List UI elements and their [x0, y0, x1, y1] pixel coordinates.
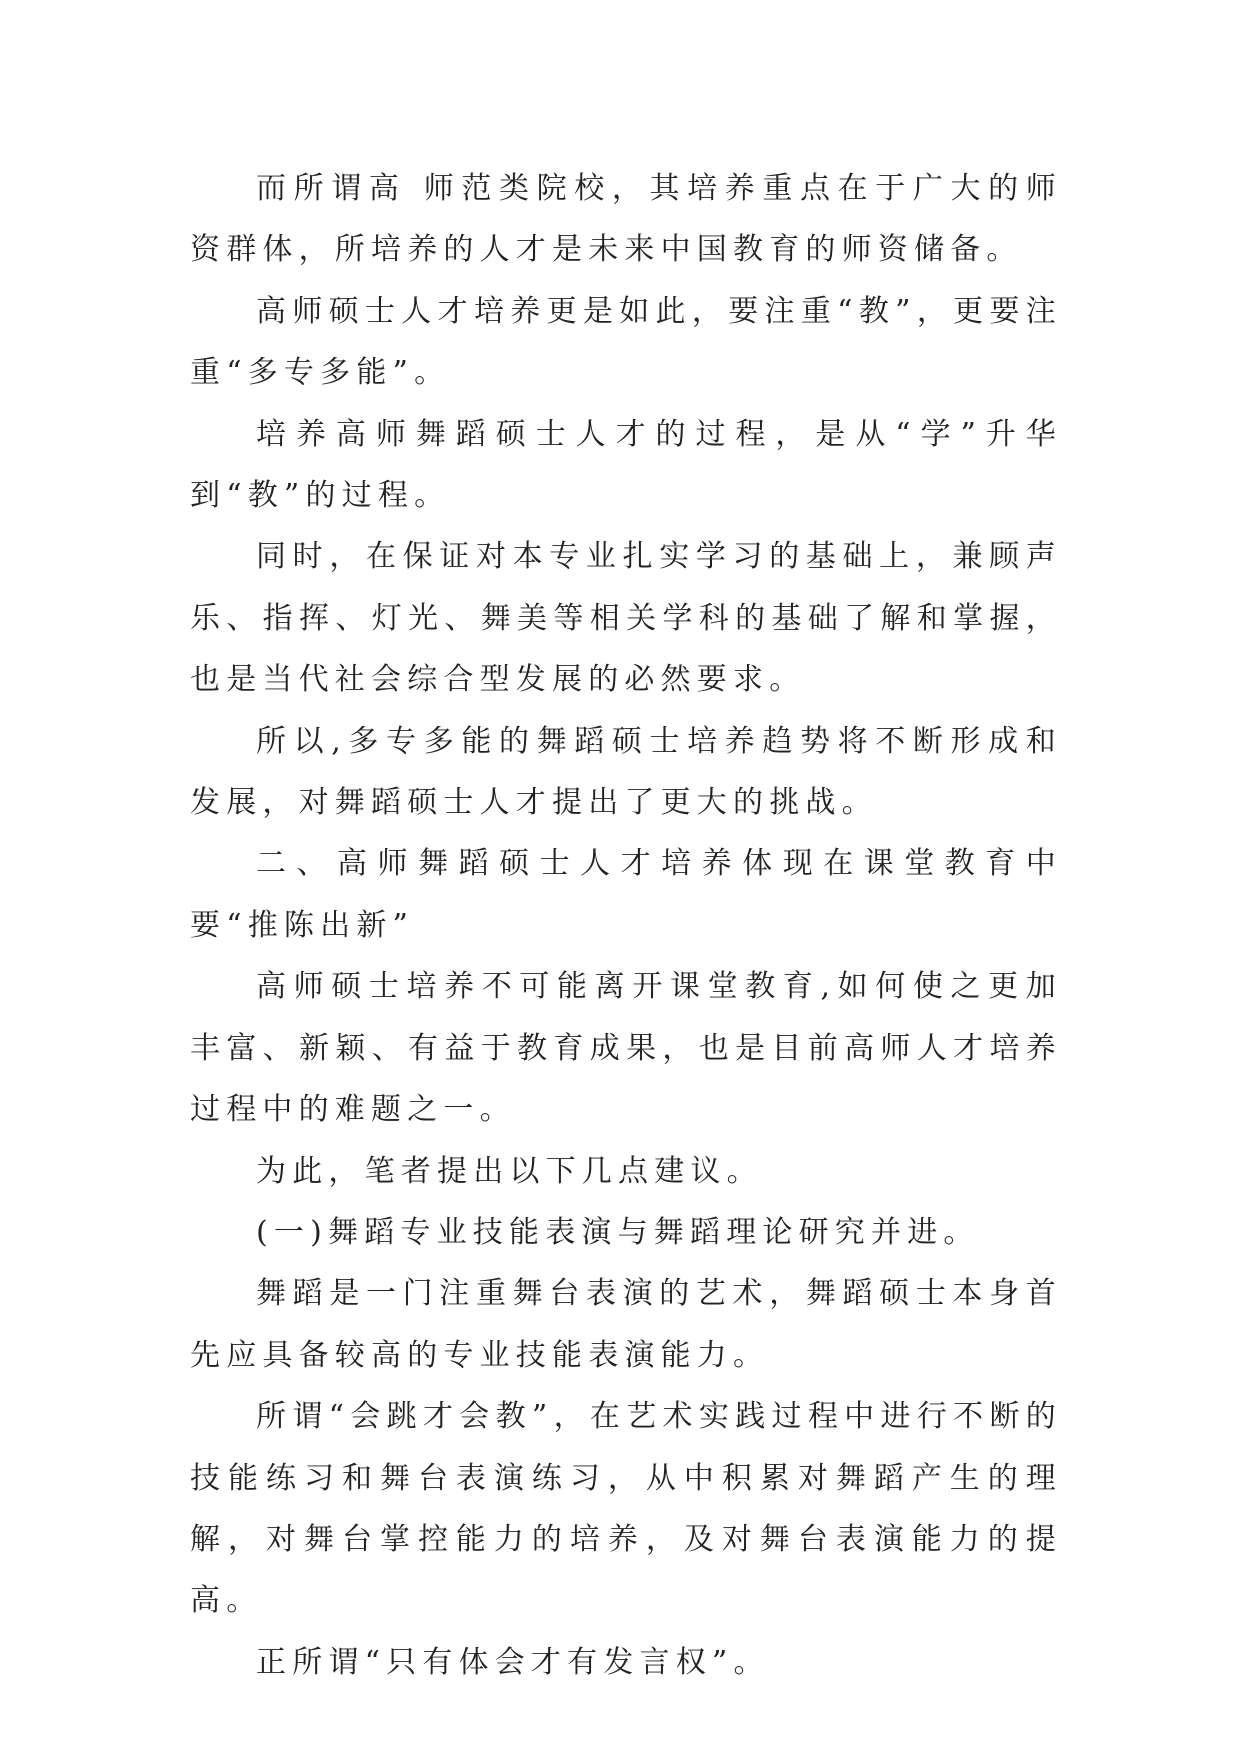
paragraph: 舞蹈是一门注重舞台表演的艺术，舞蹈硕士本身首先应具备较高的专业技能表演能力。: [190, 1276, 1062, 1373]
paragraph: 所谓“会跳才会教”，在艺术实践过程中进行不断的技能练习和舞台表演练习，从中积累对舞蹈产生的理解，对舞台掌控能力的培养，及对舞台表演能力的提高。: [190, 1399, 1062, 1619]
paragraph: 正所谓“只有体会才有发言权”。: [256, 1644, 770, 1680]
paragraph: 而所谓高 师范类院校，其培养重点在于广大的师资群体，所培养的人才是未来中国教育的师资储备。: [190, 171, 1062, 268]
section-heading: 二、高师舞蹈硕士人才培养体现在课堂教育中要“推陈出新”: [190, 846, 1062, 943]
subsection-heading: (一)舞蹈专业技能表演与舞蹈理论研究并进。: [256, 1214, 980, 1250]
paragraph: 同时，在保证对本专业扎实学习的基础上，兼顾声乐、指挥、灯光、舞美等相关学科的基础了解和掌握，也是当代社会综合型发展的必然要求。: [190, 539, 1062, 698]
paragraph: 高师硕士人才培养更是如此，要注重“教”，更要注重“多专多能”。: [190, 293, 1062, 391]
paragraph: 所以,多专多能的舞蹈硕士培养趋势将不断形成和发展，对舞蹈硕士人才提出了更大的挑战。: [190, 723, 1062, 821]
paragraph: 培养高师舞蹈硕士人才的过程，是从“学”升华到“教”的过程。: [190, 416, 1062, 514]
paragraph: 高师硕士培养不可能离开课堂教育,如何使之更加丰富、新颖、有益于教育成果，也是目前高师人才培养过程中的难题之一。: [190, 969, 1062, 1128]
paragraph: 为此，笔者提出以下几点建议。: [256, 1153, 763, 1189]
body-text: [190, 158, 1062, 1693]
